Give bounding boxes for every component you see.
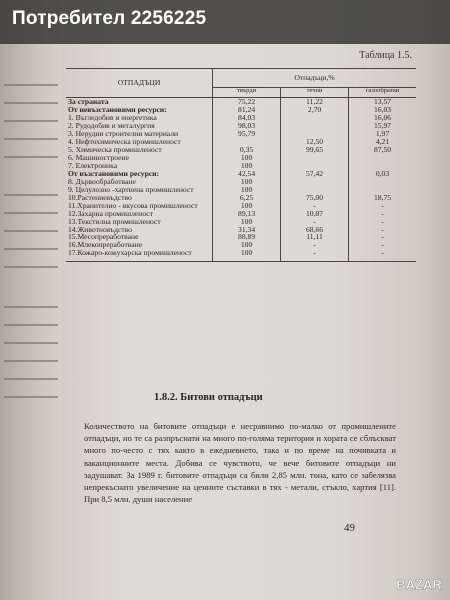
row-label: 12.Захарна промишленост [68,208,153,218]
row-value: 84,03 [213,114,281,122]
col-header-waste: ОТПАДЪЦИ [66,69,213,98]
row-value: 1,97 [349,130,416,138]
row-value: 0,03 [349,170,416,178]
row-value: 12,50 [281,138,349,146]
row-value: 88,89 [213,233,281,241]
row-value: 4,21 [349,138,416,146]
row-value [349,178,416,186]
row-value: - [349,218,416,226]
subcol-liquid: течни [281,88,349,98]
row-value: 100 [213,186,281,194]
row-value: - [349,241,416,249]
row-value: 18,75 [349,194,416,202]
subcol-solid: твърди [213,88,281,98]
row-value: 15,97 [349,122,416,130]
row-label: 13.Текстилна промишленост [68,216,161,226]
row-label: 4. Нефтохимическа промишленост [68,136,181,146]
row-value: 11,22 [281,98,349,106]
row-value: 31,34 [213,226,281,234]
seller-name[interactable]: Потребител 2256225 [12,8,207,29]
row-label: 8. Дървообработване [68,176,136,186]
svg-text:BAZAR: BAZAR [396,577,442,592]
row-value: - [349,249,416,261]
row-value: - [349,202,416,210]
row-value: 100 [213,249,281,261]
row-label: 14.Животновъдство [68,224,132,234]
row-value: - [349,233,416,241]
row-value [281,178,349,186]
row-value: 98,03 [213,122,281,130]
row-label: За страната [68,97,109,106]
row-value: 100 [213,178,281,186]
row-value: 100 [213,241,281,249]
row-value: 2,70 [281,106,349,114]
row-label: От невъзстановими ресурси: [68,104,167,114]
row-value: - [281,241,349,249]
row-label: 9. Целулозно -хартиена промишленост [68,184,194,194]
row-label: 10.Растениевъдство [68,192,132,202]
row-value: 81,24 [213,106,281,114]
row-value: 100 [213,218,281,226]
previous-page-edge [0,44,62,600]
row-value: 16,06 [349,114,416,122]
book-page [62,44,424,584]
row-value: 10,87 [281,210,349,218]
table-caption: Таблица 1.5. [359,50,412,61]
row-value: 6,25 [213,194,281,202]
row-value: 87,50 [349,146,416,154]
section-title: 1.8.2. Битови отпадъци [154,392,263,403]
row-value: 57,42 [281,170,349,178]
row-value: 100 [213,154,281,162]
row-value: 89,13 [213,210,281,218]
body-paragraph: Количеството на битовите отпадъци е несравнимо по-малко от промишлените отпадъци, но те са разпръснати на много по-голяма територия и хората се сблъскват много по-често с тях както в ежедневието, така и по време на почивката и ваканционните места. Добива се чувството, че вече битовите отпадъци ни задушават. За 1989 г. битовите отпадъци са били 2,85 млн. тона, като се забелязва непрекъснато увеличение на ценните съставки в тях - метали, стъкло, хартия [11]. При 8,5 млн. души население [84,421,396,505]
row-value: - [349,226,416,234]
row-label: 1. Въгледобив и енергетика [68,112,157,122]
col-header-percent: Отпадъци,% [213,69,416,88]
row-label: 15.Месопреработване [68,232,139,242]
row-value [281,114,349,122]
row-value: - [281,202,349,210]
row-label: 7. Електроника [68,160,118,170]
row-label: От възстановими ресурси: [68,168,160,178]
page-number: 49 [344,522,355,534]
row-value: 13,57 [349,98,416,106]
row-label: 6. Машиностроене [68,152,129,162]
row-value: 16,03 [349,106,416,114]
row-value: 100 [213,202,281,210]
row-label: 5. Химическа промишленост [68,144,162,154]
row-label: 17.Кожаро-кожухарска промишленост [66,249,213,261]
waste-table [66,68,416,262]
row-value: 95,79 [213,130,281,138]
row-value: 75,00 [281,194,349,202]
row-value: 42,54 [213,170,281,178]
row-value: 11,11 [281,233,349,241]
row-value: - [281,249,349,261]
row-value: 68,66 [281,226,349,234]
seller-header [0,0,450,44]
row-value: 99,65 [281,146,349,154]
row-label: 3. Нерудни строителни материали [68,128,179,138]
bazar-logo [392,574,446,594]
subcol-gaseous: газообразни [349,88,416,98]
row-value [349,154,416,162]
row-value [281,122,349,130]
row-value: - [349,210,416,218]
row-value [281,154,349,162]
row-label: 16.Млекопреработване [68,240,143,250]
table-row [66,249,416,261]
row-value: 0,35 [213,146,281,154]
row-value: 100 [213,162,281,170]
row-value: 75,22 [213,98,281,106]
row-label: 2. Рудодобив и металургия [68,120,155,130]
row-value: - [281,218,349,226]
row-label: 11.Хранително - вкусова промишленост [68,200,198,210]
